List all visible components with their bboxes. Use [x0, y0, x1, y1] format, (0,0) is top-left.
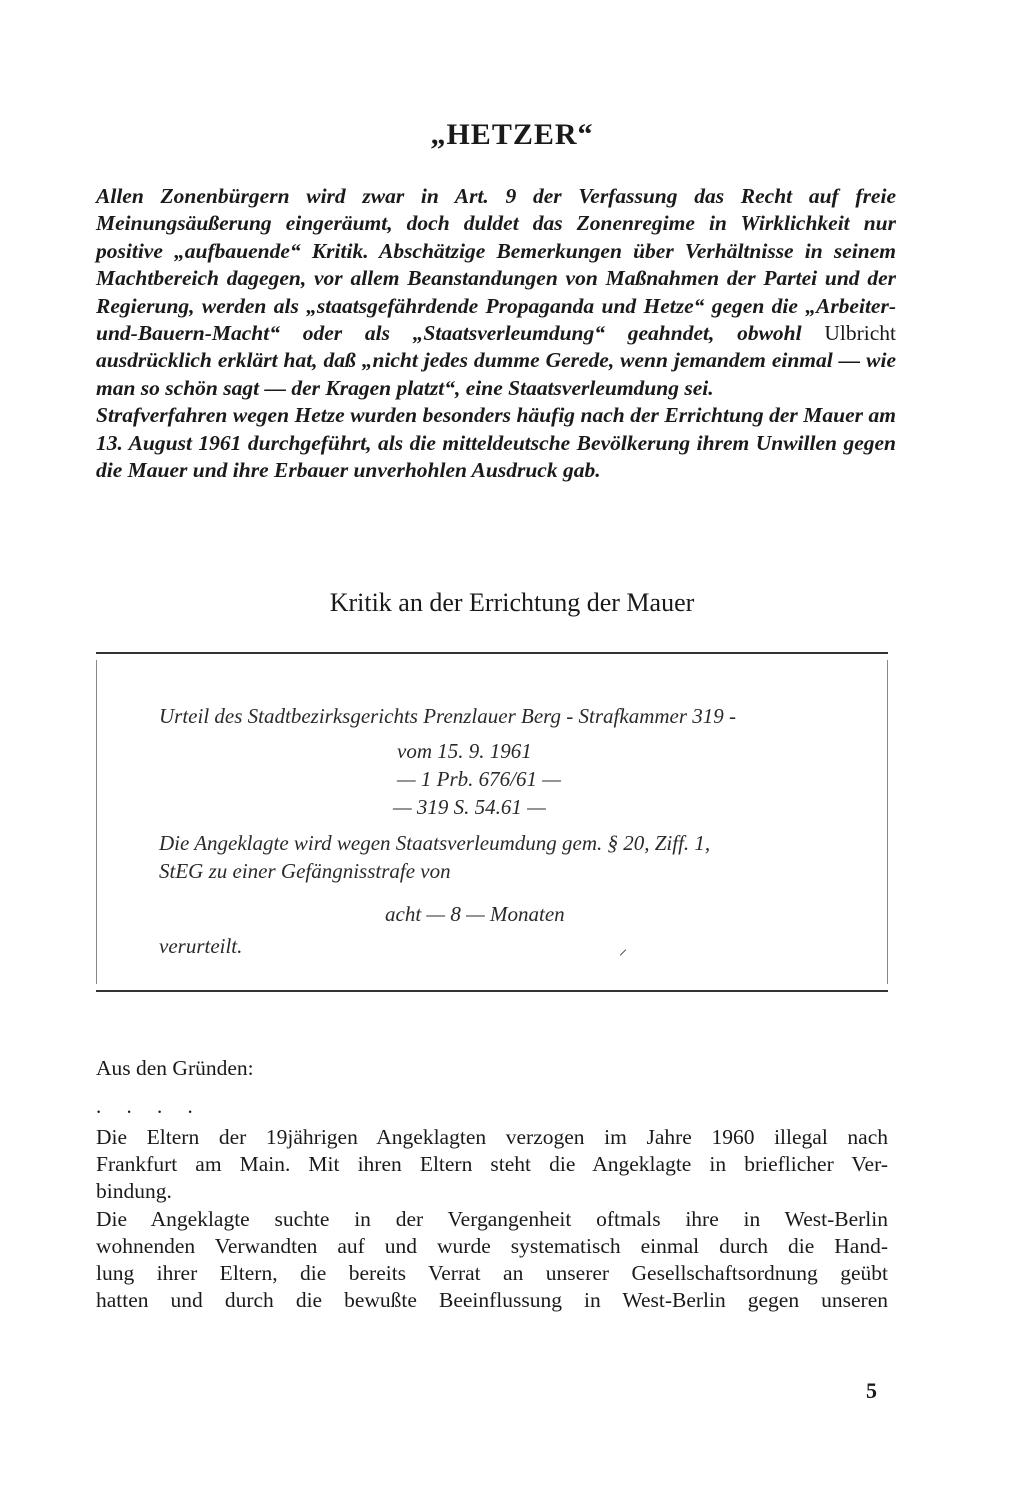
- reasons-line: hatten und durch die bewußte Beeinflussung in West-Berlin gegen unseren: [96, 1288, 888, 1313]
- verdict-court-line: Urteil des Stadtbezirksgerichts Prenzlauer Berg - Strafkammer 319 -: [159, 704, 737, 728]
- verdict-box: [96, 652, 888, 992]
- reasons-line: Die Eltern der 19jährigen Angeklagten verzogen im Jahre 1960 illegal nach: [96, 1125, 888, 1149]
- reasons-line: Frankfurt am Main. Mit ihren Eltern steht die Angeklagte in brieflicher Ver-: [96, 1152, 888, 1177]
- verdict-sentence-line-2: StEG zu einer Gefängnisstrafe von: [159, 859, 451, 883]
- intro-paragraph-1: [96, 183, 896, 402]
- verdict-case-number-2: — 319 S. 54.61 —: [393, 795, 546, 819]
- verdict-closing: verurteilt.: [159, 934, 243, 958]
- reasons-text: [96, 1124, 888, 1314]
- reasons-line: bindung.: [96, 1179, 172, 1204]
- verdict-sentence-line-1: Die Angeklagte wird wegen Staatsverleumdung gem. § 20, Ziff. 1,: [159, 831, 711, 855]
- reasons-ellipsis: . . . .: [96, 1094, 203, 1118]
- verdict-box-frame: [96, 660, 888, 984]
- reasons-line: wohnenden Verwandten auf und wurde systematisch einmal durch die Hand-: [96, 1233, 888, 1258]
- page-number: 5: [866, 1378, 877, 1403]
- reasons-label: Aus den Gründen:: [96, 1056, 254, 1080]
- intro-part-1: Allen Zonenbürgern wird zwar in Art. 9 der Verfassung das Recht auf freie Meinungsäußerung eingeräumt, doch duldet das Zonenregime in Wirklichkeit nur positive „aufbauende“ Kritik. Abschätzige Bemerkungen über Verhältnisse in seinem Machtbereich dagegen, vor allem Beanstandungen von Maßnahmen der Partei und der Regierung, werden als „staatsgefährdende Propaganda und Hetze“ gegen die „Arbeiter-und-Bauern-Macht“ oder als „Staatsverleumdung“ geahndet, obwohl: [96, 184, 896, 346]
- verdict-date-line: vom 15. 9. 1961: [397, 739, 532, 763]
- intro-paragraph-2: Strafverfahren wegen Hetze wurden besonders häufig nach der Errichtung der Mauer am 13. August 1961 durchgeführt, als die mitteldeutsche Bevölkerung ihrem Unwillen gegen die Mauer und ihre Erbauer unverhohlen Ausdruck gab.: [96, 403, 896, 483]
- reasons-line: Die Angeklagte suchte in der Vergangenheit oftmals ihre in West-Berlin: [96, 1206, 888, 1231]
- page-title: „HETZER“: [430, 118, 594, 151]
- reasons-line: lung ihrer Eltern, die bereits Verrat an unserer Gesellschaftsordnung geübt: [96, 1261, 888, 1286]
- verdict-case-number-1: — 1 Prb. 676/61 —: [397, 767, 561, 791]
- intro-name: Ulbricht: [824, 321, 896, 346]
- section-heading: Kritik an der Errichtung der Mauer: [329, 588, 695, 617]
- intro-part-2: ausdrücklich erklärt hat, daß „nicht jedes dumme Gerede, wenn jemandem einmal — wie man so schön sagt — der Kragen platzt“, eine Staatsverleumdung sei.: [96, 348, 896, 400]
- pen-mark: [620, 949, 626, 955]
- intro-text: [96, 183, 896, 484]
- verdict-duration: acht — 8 — Monaten: [385, 902, 565, 926]
